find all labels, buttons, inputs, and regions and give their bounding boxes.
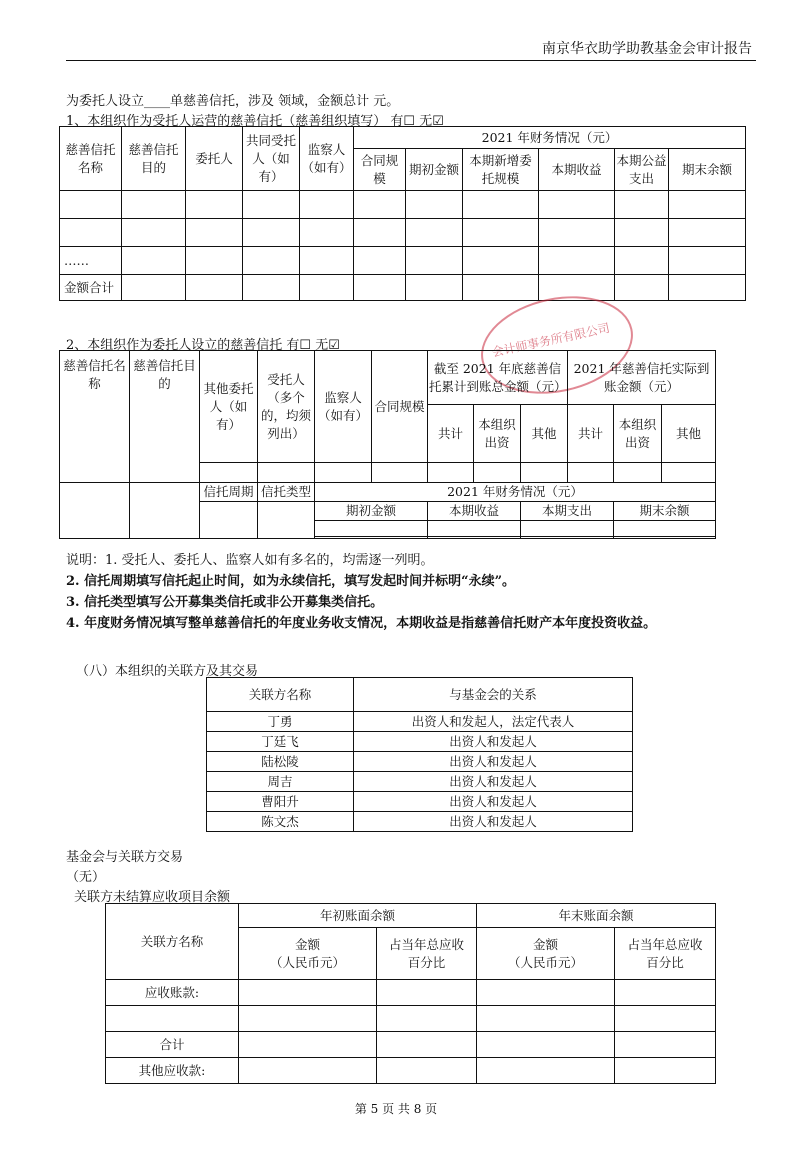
- rp-relation: 出资人和发起人: [354, 732, 633, 752]
- rp-relation: 出资人和发起人: [354, 792, 633, 812]
- rp-name: 周吉: [207, 772, 354, 792]
- rp-relation: 出资人和发起人: [354, 752, 633, 772]
- table-row: [106, 980, 716, 1006]
- related-transactions-title: 基金会与关联方交易: [66, 850, 184, 865]
- rc-pct-label2: 百分比: [407, 954, 446, 970]
- t1-header-supervisor: 监察人（如有）: [300, 127, 354, 191]
- t2-header-act-other: 其他: [662, 405, 716, 463]
- header-rule: [66, 60, 756, 61]
- rc-header-end-amount: [477, 928, 615, 980]
- t1-header-expense: 本期公益支出: [615, 149, 669, 191]
- seal-text: 会计师事务所有限公司: [490, 320, 612, 360]
- note-2: 2. 信托周期填写信托起止时间，如为永续信托，填写发起时间并标明“永续”。: [66, 574, 516, 589]
- t1-header-settlor: 委托人: [186, 127, 243, 191]
- table-row: [207, 772, 633, 792]
- related-party-section-title: （八）本组织的关联方及其交易: [76, 664, 259, 679]
- table-row: [207, 732, 633, 752]
- rc-header-begin: 年初账面余额: [239, 904, 477, 928]
- table-row: [60, 247, 746, 275]
- section2-title: 2、本组织作为委托人设立的慈善信托 有☐ 无☑: [66, 338, 340, 353]
- rp-relation: 出资人和发起人: [354, 812, 633, 832]
- t2-header-name: 慈善信托名称: [60, 351, 130, 483]
- rp-name: 陆松陵: [207, 752, 354, 772]
- t2-header-type: 信托类型: [258, 483, 315, 502]
- rc-amount-label: 金额: [294, 936, 320, 952]
- rc-header-end-pct: [615, 928, 716, 980]
- rc-pct-label2: 百分比: [646, 954, 684, 970]
- t2-header-opening: 期初金额: [315, 502, 428, 521]
- t1-header-purpose: 慈善信托目的: [122, 127, 186, 191]
- rp-name: 丁廷飞: [207, 732, 354, 752]
- t2-header-act-org: 本组织出资: [614, 405, 662, 463]
- unsettled-receivables-title: 关联方未结算应收项目余额: [74, 890, 231, 905]
- table-row: [207, 712, 633, 732]
- table-row: [60, 219, 746, 247]
- rp-relation: 出资人和发起人，法定代表人: [354, 712, 633, 732]
- rp-header-name: 关联方名称: [207, 678, 354, 712]
- t2-header-cum-org: 本组织出资: [474, 405, 521, 463]
- t2-header-supervisor: 监察人（如有）: [315, 351, 372, 463]
- t1-header-financial: 2021 年财务情况（元）: [354, 127, 746, 149]
- t2-header-period: 信托周期: [200, 483, 258, 502]
- t2-header-expense: 本期支出: [521, 502, 614, 521]
- page-number: 第 5 页 共 8 页: [354, 1102, 438, 1116]
- note-1: 说明：1. 受托人、委托人、监察人如有多名的，均需逐一列明。: [66, 553, 434, 568]
- rc-header-begin-pct: [377, 928, 477, 980]
- table-row: [207, 812, 633, 832]
- t1-header-income: 本期收益: [539, 149, 615, 191]
- rp-header-relation: 与基金会的关系: [354, 678, 633, 712]
- t2-header-actual: 2021 年慈善信托实际到账金额（元）: [568, 351, 716, 405]
- t2-header-act-total: 共计: [568, 405, 614, 463]
- t1-header-opening: 期初金额: [406, 149, 463, 191]
- t2-header-contract: 合同规模: [372, 351, 428, 463]
- table-row: [207, 792, 633, 812]
- table-row: [106, 1058, 716, 1084]
- rp-name: 曹阳升: [207, 792, 354, 812]
- table-row: [106, 1006, 716, 1032]
- t2-header-purpose: 慈善信托目的: [130, 351, 200, 483]
- unsettled-receivables-table: [105, 903, 716, 1084]
- rc-header-begin-amount: [239, 928, 377, 980]
- t1-header-cotrustee: 共同受托人（如有）: [243, 127, 300, 191]
- trust-summary-line: 为委托人设立____单慈善信托，涉及 领域，金额总计 元。: [66, 94, 400, 109]
- rc-rmb-label: （人民币元）: [508, 954, 584, 970]
- t2-header-cum-other: 其他: [521, 405, 568, 463]
- rc-row-total: 合计: [106, 1032, 239, 1058]
- t2-header-income: 本期收益: [428, 502, 521, 521]
- rc-row-ar: 应收账款:: [106, 980, 239, 1006]
- t1-header-closing: 期末余额: [669, 149, 746, 191]
- table-row: [60, 191, 746, 219]
- t2-header-cumulative: 截至 2021 年底慈善信托累计到账总金额（元）: [428, 351, 568, 405]
- t1-header-contract: 合同规模: [354, 149, 406, 191]
- rp-name: 丁勇: [207, 712, 354, 732]
- settlor-charity-trust-table: [59, 350, 716, 539]
- report-header-title: 南京华衣助学助教基金会审计报告: [542, 41, 752, 57]
- related-party-table: [206, 677, 633, 832]
- related-transactions-none: （无）: [66, 870, 106, 885]
- t2-header-financial: 2021 年财务情况（元）: [315, 483, 716, 502]
- t1-total-label: 金额合计: [60, 275, 122, 301]
- rp-name: 陈文杰: [207, 812, 354, 832]
- rc-header-end: 年末账面余额: [477, 904, 716, 928]
- table-row: [207, 752, 633, 772]
- t2-header-other-settlor: 其他委托人（如有）: [200, 351, 258, 463]
- rc-row-other: 其他应收款:: [106, 1058, 239, 1084]
- t1-header-new: 本期新增委托规模: [463, 149, 539, 191]
- rc-pct-label: 占当年总应收: [627, 936, 703, 952]
- trustee-charity-trust-table: [59, 126, 746, 301]
- t2-header-closing: 期末余额: [614, 502, 716, 521]
- rc-pct-label: 占当年总应收: [389, 936, 465, 952]
- section1-title: 1、本组织作为受托人运营的慈善信托（慈善组织填写） 有☐ 无☑: [66, 114, 444, 129]
- t2-header-cum-total: 共计: [428, 405, 474, 463]
- rc-amount-label: 金额: [533, 936, 559, 952]
- table-row: [106, 1032, 716, 1058]
- note-4: 4. 年度财务情况填写整单慈善信托的年度业务收支情况，本期收益是指慈善信托财产本年度投资收益。: [66, 616, 657, 631]
- t2-header-trustee: 受托人（多个的，均须列出）: [258, 351, 315, 463]
- rc-rmb-label: （人民币元）: [269, 954, 345, 970]
- t1-header-name: 慈善信托名称: [60, 127, 122, 191]
- table-row: [60, 275, 746, 301]
- rp-relation: 出资人和发起人: [354, 772, 633, 792]
- t1-ellipsis: ……: [60, 247, 122, 275]
- note-3: 3. 信托类型填写公开募集类信托或非公开募集类信托。: [66, 595, 384, 610]
- rc-header-party: 关联方名称: [106, 904, 239, 980]
